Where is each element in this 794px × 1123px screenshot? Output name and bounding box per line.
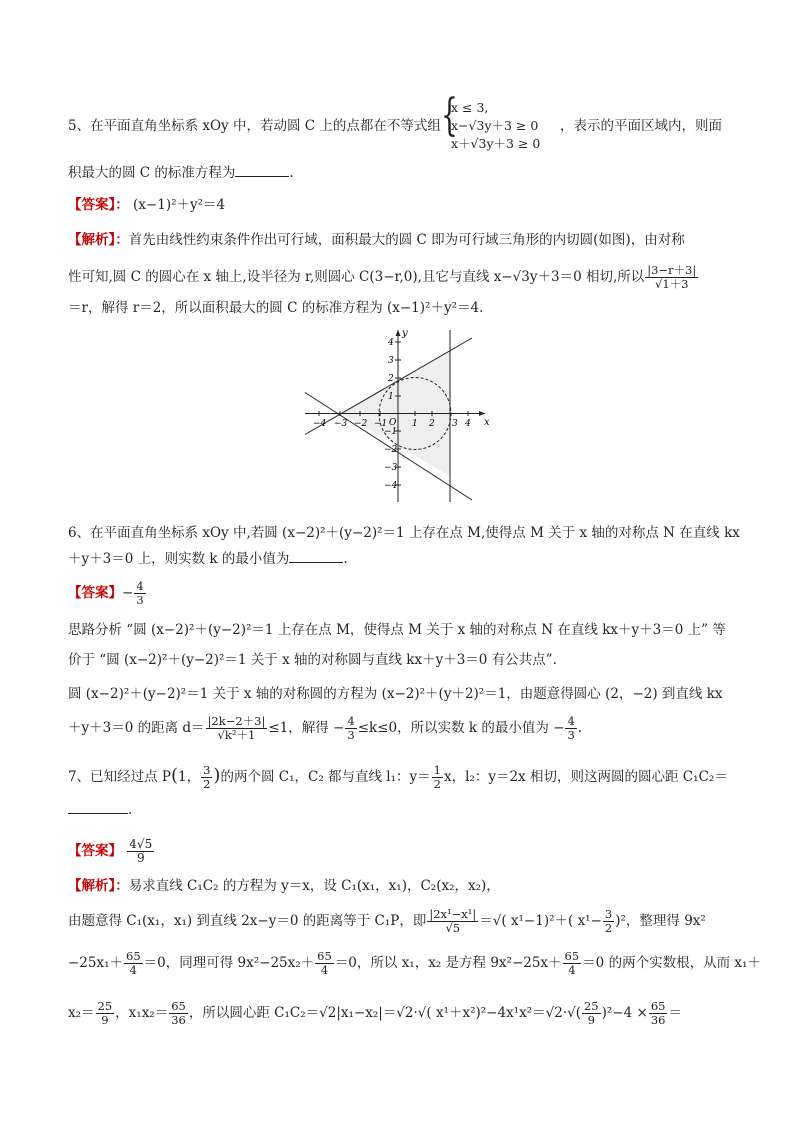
analysis-text: ＝0 的两个实数根，从而 x₁＋ bbox=[582, 955, 761, 971]
fraction-num: |3−r＋3| bbox=[647, 263, 697, 277]
q5-stem-a: 5、在平面直角坐标系 xOy 中，若动圆 C 上的点都在不等式组 bbox=[68, 118, 441, 134]
fraction-den: 36 bbox=[650, 1013, 666, 1027]
fraction-den: 3 bbox=[347, 728, 355, 742]
fraction-den: √1＋3 bbox=[655, 277, 689, 291]
fraction-den: 2 bbox=[203, 777, 211, 791]
fraction-den: 4 bbox=[568, 963, 576, 977]
solution-text: ＋y＋3＝0 的距离 d＝ bbox=[68, 720, 205, 736]
q6-stem-2-text: ＋y＋3＝0 上，则实数 k 的最小值为 bbox=[68, 551, 290, 567]
analysis-text: 性可知,圆 C 的圆心在 x 轴上,设半径为 r,则圆心 C(3−r,0),且它与直线 x−√3y＋3＝0 相切,所以 bbox=[68, 269, 645, 285]
q7-stem-1 bbox=[68, 764, 728, 791]
system-line-2: x−√3y＋3 ≥ 0 bbox=[451, 118, 539, 133]
fraction-num: 4 bbox=[347, 714, 355, 728]
q6-idea-1: 思路分析 “圆 (x−2)²＋(y−2)²＝1 上存在点 M，使得点 M 关于 x 轴的对称点 N 在直线 kx＋y＋3＝0 上” 等 bbox=[68, 622, 726, 638]
q5-stem-c-text: 积最大的圆 C 的标准方程为 bbox=[68, 165, 236, 181]
system-line-3: x＋√3y＋3 ≥ 0 bbox=[451, 136, 541, 151]
fraction-num: |2x¹−x¹| bbox=[429, 907, 477, 921]
fraction bbox=[649, 1000, 668, 1027]
answer-blank bbox=[235, 176, 289, 177]
analysis-text: ＝0，所以 x₁，x₂ 是方程 9x²−25x＋ bbox=[334, 955, 562, 971]
fraction bbox=[565, 715, 576, 742]
q6-stem-1: 6、在平面直角坐标系 xOy 中,若圆 (x−2)²＋(y−2)²＝1 上存在点 M,使得点 M 关于 x 轴的对称点 N 在直线 kx bbox=[68, 525, 740, 541]
q5-answer bbox=[68, 195, 225, 215]
fraction-num: 65 bbox=[171, 999, 186, 1013]
fraction bbox=[124, 950, 143, 977]
x-axis-arrow bbox=[479, 411, 485, 416]
analysis-text: x₂＝ bbox=[68, 1005, 95, 1021]
q6-stem-2 bbox=[68, 549, 348, 569]
answer-blank bbox=[68, 813, 128, 814]
analysis-text: ，所以圆心距 C₁C₂＝√2|x₁−x₂|＝√2·√( x¹＋x²)²−4x¹x²＝√2·√( bbox=[188, 1005, 581, 1021]
q6-solution-1: 圆 (x−2)²＋(y−2)²＝1 关于 x 轴的对称圆的方程为 (x−2)²＋(y＋2)²＝1，由题意得圆心 (2，−2) 到直线 kx bbox=[68, 686, 723, 702]
answer-label: 【答案】： bbox=[68, 197, 129, 213]
analysis-text: )²，整理得 9x² bbox=[615, 913, 706, 929]
q5-analysis-3: ＝r，解得 r＝2，所以面积最大的圆 C 的标准方程为 (x−1)²＋y²＝4. bbox=[68, 300, 484, 316]
q7-stem-2 bbox=[68, 800, 132, 820]
fraction-num: 1 bbox=[433, 763, 441, 777]
q5-analysis-1 bbox=[68, 230, 685, 250]
y-axis-arrow bbox=[396, 330, 401, 336]
x-tick-label: −3 bbox=[334, 419, 348, 429]
fraction-den: √k²＋1 bbox=[217, 728, 256, 742]
x-tick-label: 1 bbox=[412, 419, 418, 429]
fraction-den: 9 bbox=[101, 1013, 109, 1027]
fraction-num: 65 bbox=[126, 949, 141, 963]
fraction-den: √5 bbox=[445, 921, 461, 935]
q7-analysis-1 bbox=[68, 876, 500, 896]
q7-analysis-2 bbox=[68, 908, 706, 935]
fraction-num: |2k−2＋3| bbox=[207, 714, 266, 728]
q7-analysis-4 bbox=[68, 1000, 682, 1027]
paren-close: ) bbox=[213, 765, 221, 786]
q7-text: x，l₂：y＝2x 相切，则这两圆的圆心距 C₁C₂＝ bbox=[444, 769, 728, 785]
fraction-num: 4 bbox=[567, 714, 575, 728]
answer-sign: − bbox=[122, 585, 134, 601]
fraction bbox=[582, 1000, 601, 1027]
q7-text: 7、已知经过点 P bbox=[68, 769, 171, 785]
analysis-label: 【解析】： bbox=[68, 232, 129, 248]
q5-stem-b: ，表示的平面区域内，则面 bbox=[560, 118, 722, 134]
q7-text: 的两个圆 C₁，C₂ 都与直线 l₁：y＝ bbox=[220, 769, 431, 785]
fraction bbox=[345, 715, 356, 742]
q5-stem-c bbox=[68, 163, 294, 183]
fraction bbox=[427, 908, 478, 935]
x-tick-label: 2 bbox=[429, 419, 435, 429]
fraction-num: 25 bbox=[583, 999, 599, 1013]
answer-value: (x−1)²＋y²＝4 bbox=[133, 197, 226, 213]
analysis-text: 首先由线性约束条件作出可行域，面积最大的圆 C 即为可行域三角形的内切圆(如图)，由对称 bbox=[128, 232, 685, 248]
fraction-num: 3 bbox=[604, 907, 613, 921]
q6-solution-2 bbox=[68, 715, 582, 742]
fraction-den: 4 bbox=[129, 963, 137, 977]
fraction bbox=[432, 764, 443, 791]
fraction-den: 3 bbox=[136, 593, 144, 607]
fraction-num: 65 bbox=[650, 999, 666, 1013]
fraction bbox=[645, 264, 698, 291]
fraction bbox=[96, 1000, 115, 1027]
q5-analysis-2 bbox=[68, 264, 699, 291]
fraction bbox=[169, 1000, 188, 1027]
analysis-label: 【解析】： bbox=[68, 878, 129, 894]
y-tick-label: 2 bbox=[388, 374, 394, 384]
y-tick-label: −1 bbox=[384, 427, 398, 437]
fraction bbox=[563, 950, 582, 977]
solution-text: ≤1，解得 − bbox=[268, 720, 345, 736]
paren-open: ( bbox=[170, 765, 178, 786]
q7-answer bbox=[68, 838, 155, 865]
solution-text: ≤k≤0，所以实数 k 的最小值为 − bbox=[357, 720, 565, 736]
y-tick-label: −2 bbox=[384, 445, 398, 455]
q7-stem-end: . bbox=[128, 802, 133, 818]
solution-end: . bbox=[577, 720, 583, 736]
q7-point-x: 1， bbox=[178, 769, 201, 785]
y-tick-label: 1 bbox=[388, 392, 394, 402]
fraction bbox=[201, 764, 212, 791]
fraction-num: 3 bbox=[203, 763, 211, 777]
analysis-text: ＝√( x¹−1)²＋( x¹− bbox=[479, 913, 602, 929]
x-axis-label: x bbox=[484, 417, 490, 428]
fraction-den: 2 bbox=[604, 921, 613, 935]
analysis-text: 由题意得 C₁(x₁，x₁) 到直线 2x−y＝0 的距离等于 C₁P，即 bbox=[68, 913, 427, 929]
system-brace: { bbox=[441, 90, 458, 141]
analysis-text: ＝ bbox=[668, 1005, 682, 1021]
fraction-num: 65 bbox=[317, 949, 332, 963]
fraction-num: 25 bbox=[97, 999, 113, 1013]
analysis-text: −25x₁＋ bbox=[68, 955, 124, 971]
q6-answer bbox=[68, 580, 147, 607]
y-tick-label: 3 bbox=[388, 356, 394, 366]
fraction-den: 4 bbox=[320, 963, 329, 977]
answer-label: 【答案】 bbox=[68, 843, 122, 859]
answer-fraction bbox=[127, 838, 154, 865]
y-tick-label: 4 bbox=[388, 338, 394, 348]
fraction-den: 3 bbox=[567, 728, 575, 742]
fraction bbox=[206, 715, 268, 742]
analysis-text: ＝0，同理可得 9x²−25x₂＋ bbox=[143, 955, 315, 971]
feasible-region-graph bbox=[300, 326, 496, 506]
y-axis-label: y bbox=[402, 328, 408, 339]
x-tick-label: 3 bbox=[452, 419, 458, 429]
q6-stem-2-end: . bbox=[343, 551, 348, 567]
fraction bbox=[603, 908, 614, 935]
answer-fraction bbox=[134, 580, 145, 607]
x-tick-label: −1 bbox=[374, 419, 388, 429]
answer-blank bbox=[289, 562, 343, 563]
q6-idea-2: 价于 “圆 (x−2)²＋(y−2)²＝1 关于 x 轴的对称圆与直线 kx＋y＋3＝0 有公共点”. bbox=[68, 652, 557, 668]
origin-label: O bbox=[389, 418, 397, 428]
x-tick-label: 4 bbox=[465, 419, 471, 429]
fraction-num: 4√5 bbox=[129, 837, 153, 851]
fraction-den: 2 bbox=[433, 777, 441, 791]
fraction-num: 4 bbox=[136, 579, 144, 593]
y-tick-label: −4 bbox=[384, 481, 398, 491]
fraction bbox=[315, 950, 334, 977]
y-tick-label: −3 bbox=[384, 463, 398, 473]
analysis-text: ，x₁x₂＝ bbox=[115, 1005, 169, 1021]
analysis-text: 易求直线 C₁C₂ 的方程为 y＝x，设 C₁(x₁，x₁)，C₂(x₂，x₂)， bbox=[128, 878, 500, 894]
answer-label: 【答案】 bbox=[68, 585, 122, 601]
fraction-den: 9 bbox=[587, 1013, 595, 1027]
system-line-1: x ≤ 3, bbox=[451, 100, 489, 115]
x-tick-label: −4 bbox=[313, 419, 327, 429]
fraction-den: 9 bbox=[136, 851, 145, 865]
analysis-text: )²−4 × bbox=[601, 1005, 648, 1021]
q7-analysis-3 bbox=[68, 950, 761, 977]
fraction-den: 36 bbox=[171, 1013, 186, 1027]
fraction-num: 65 bbox=[564, 949, 580, 963]
x-tick-label: −2 bbox=[354, 419, 368, 429]
q5-stem-c-end: . bbox=[289, 165, 294, 181]
